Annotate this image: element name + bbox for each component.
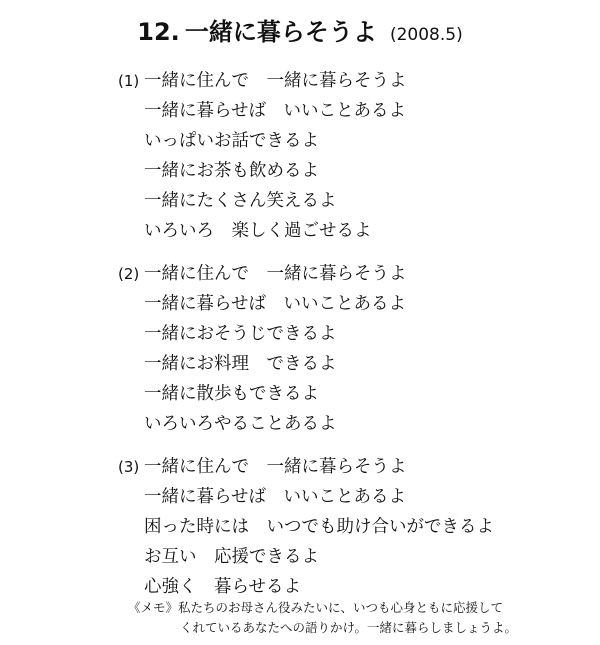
verse-line [118,482,494,512]
memo-line: くれているあなたへの語りかけ。一緒に暮らしましょうよ。 [180,620,518,635]
memo-note [128,598,517,638]
verse-line [118,319,407,349]
verse-1 [118,66,407,246]
verse-line [118,259,407,289]
verse-line-text: 一緒に散歩もできるよ [144,384,319,404]
verse-2 [118,259,407,439]
song-number: 12. [137,18,180,46]
verse-line [118,349,407,379]
verse-3 [118,452,494,602]
verse-line [118,512,494,542]
verse-line-text: 一緒に暮らせば いいことあるよ [144,294,406,314]
verse-line-text: 一緒に住んで 一緒に暮らそうよ [144,264,407,284]
verse-line [118,542,494,572]
verse-number: (2) [118,265,140,283]
verse-line-text: いろいろやることあるよ [144,414,337,434]
verse-line-text: 困った時には いつでも助け合いができるよ [144,517,494,537]
verse-line [118,379,407,409]
verse-line-text: 一緒に暮らせば いいことあるよ [144,101,406,121]
verse-number: (1) [118,72,140,90]
verse-line [118,409,407,439]
verse-line-text: 一緒に住んで 一緒に暮らそうよ [144,71,407,91]
song-title [0,12,600,47]
verse-line-text: 一緒にお茶も飲めるよ [144,161,319,181]
verse-line-text: いっぱいお話できるよ [144,131,319,151]
verse-line-text: いろいろ 楽しく過ごせるよ [144,221,372,241]
verse-line [118,96,407,126]
verse-line-text: 心強く 暮らせるよ [144,577,301,597]
verse-line [118,156,407,186]
verse-line-text: 一緒におそうじできるよ [144,324,337,344]
verse-line [118,186,407,216]
verse-number: (3) [118,458,140,476]
memo-line: 《メモ》私たちのお母さん役みたいに、いつも心身ともに応援して [128,600,504,615]
verse-line-text: 一緒に住んで 一緒に暮らそうよ [144,457,407,477]
verse-line-text: 一緒に暮らせば いいことあるよ [144,487,406,507]
verse-line [118,289,407,319]
verse-line [118,66,407,96]
verse-line-text: お互い 応援できるよ [144,547,319,567]
verse-line-text: 一緒にお料理 できるよ [144,354,337,374]
song-date: (2008.5) [389,25,463,45]
song-title-text: 一緒に暮らそうよ [184,18,377,46]
verse-line [118,452,494,482]
verse-line [118,126,407,156]
verse-line-text: 一緒にたくさん笑えるよ [144,191,337,211]
verse-line [118,216,407,246]
